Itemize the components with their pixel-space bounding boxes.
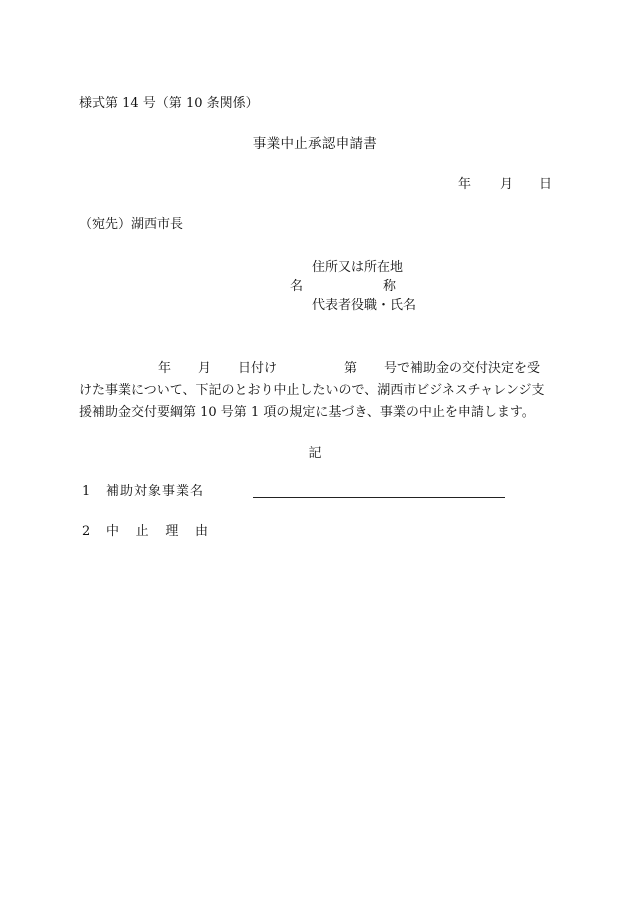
- form-number: 様式第 14 号（第 10 条関係）: [79, 96, 259, 111]
- body-line-1: [79, 361, 551, 377]
- document-title: 事業中止承認申請書: [252, 136, 378, 152]
- body-month: 月: [198, 361, 212, 376]
- body-year: 年: [158, 361, 172, 376]
- body-dai: 第: [344, 361, 358, 376]
- item-2-char: 由: [194, 524, 208, 539]
- item-2-char: 中: [106, 524, 120, 539]
- body-line-3: 援補助金交付要綱第 10 号第 1 項の規定に基づき、事業の中止を申請します。: [79, 405, 535, 420]
- ki-heading: 記: [308, 446, 322, 461]
- item-2-char: 理: [165, 524, 179, 539]
- applicant-block: [290, 258, 417, 315]
- applicant-address-label: 住所又は所在地: [312, 260, 404, 275]
- item-1-number: 1: [82, 484, 91, 499]
- addressee: （宛先）湖西市長: [79, 217, 184, 232]
- item-1-underline: [253, 497, 505, 498]
- body-line-2: けた事業について、下記のとおり中止したいので、湖西市ビジネスチャレンジ支: [79, 383, 545, 398]
- date-month: 月: [500, 177, 514, 192]
- body-day: 日付け: [238, 361, 278, 376]
- date-year: 年: [458, 177, 472, 192]
- applicant-name-right: 称: [382, 279, 396, 294]
- item-2-label: [106, 524, 208, 540]
- item-1-label: 補助対象事業名: [106, 484, 205, 499]
- body-line1-rest: 号で補助金の交付決定を受: [384, 361, 541, 376]
- applicant-name-label: [290, 277, 396, 296]
- item-2-number: 2: [82, 524, 91, 539]
- item-2-char: 止: [135, 524, 149, 539]
- applicant-representative-label: 代表者役職・氏名: [312, 298, 417, 313]
- date-day: 日: [539, 177, 553, 192]
- applicant-name-left: 名: [290, 279, 304, 294]
